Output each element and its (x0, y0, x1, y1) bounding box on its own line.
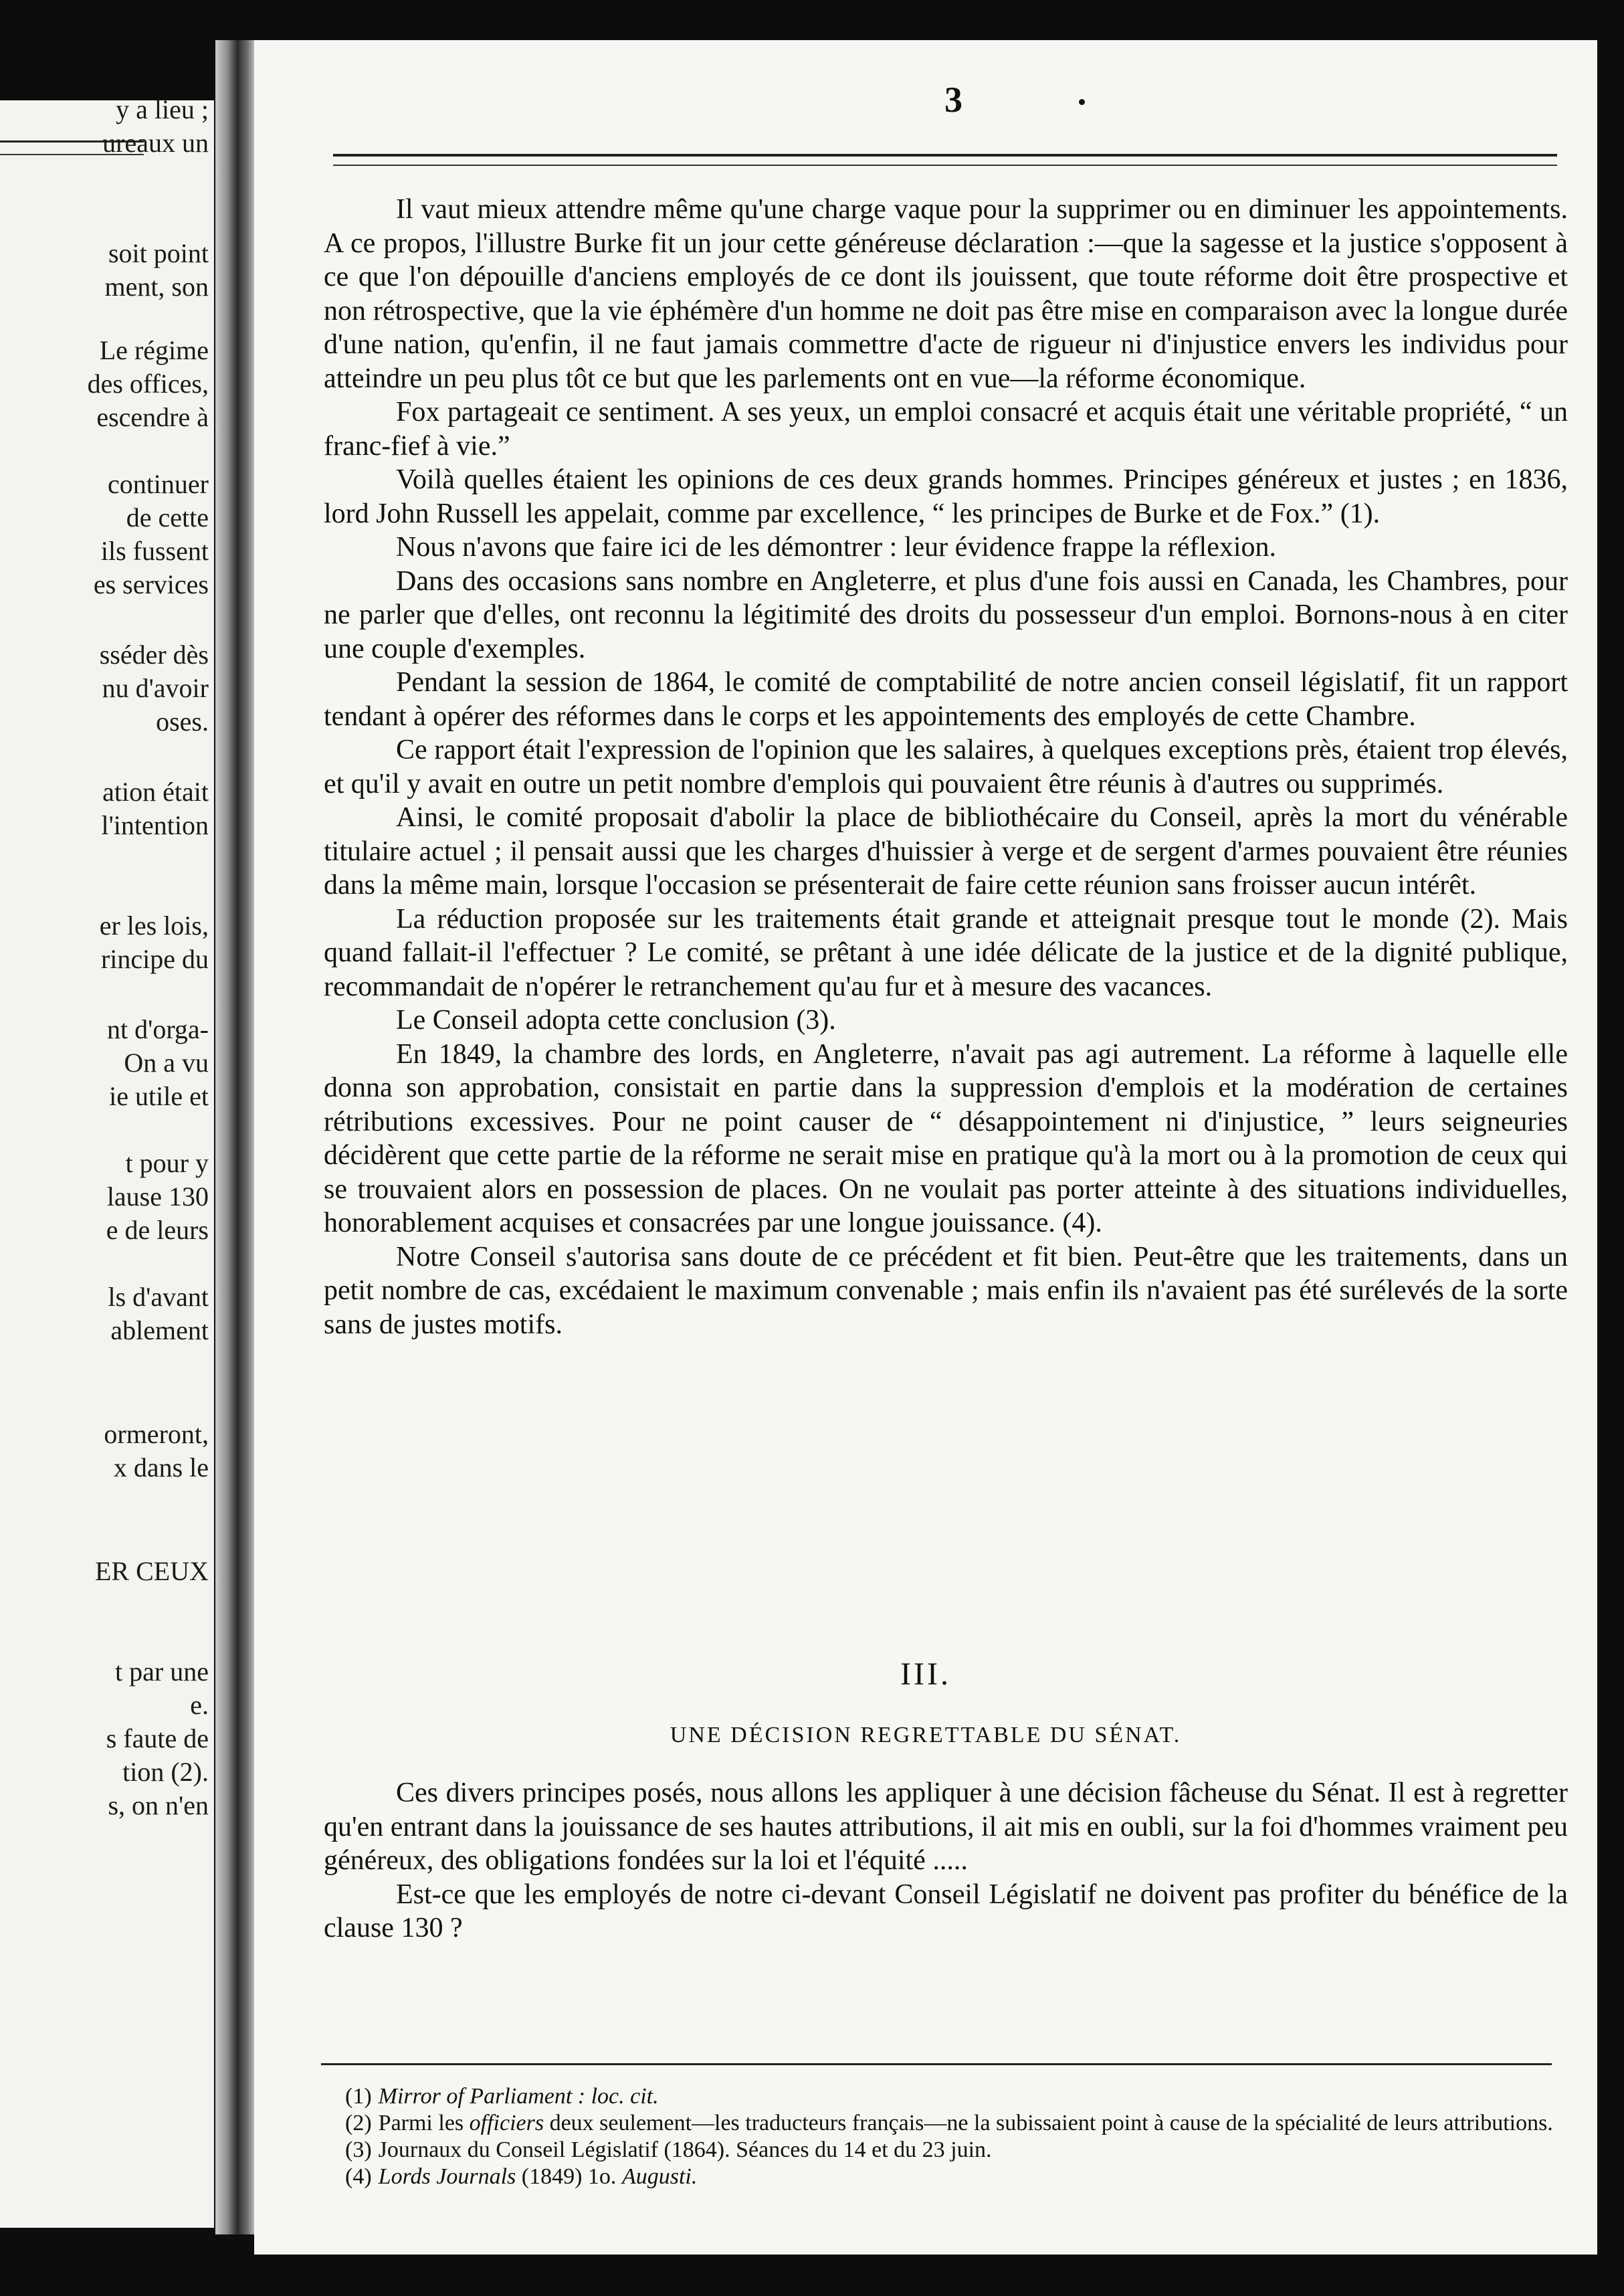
paragraph: Nous n'avons que faire ici de les démontrer : leur évidence frappe la réflexion. (396, 532, 1277, 563)
paragraph: Ces divers principes posés, nous allons les appliquer à une décision fâcheuse du Sénat. Il est à regretter qu'en entrant dans la jouissance de ses hautes attributions, il ait mis en oubli, sur la foi d'hommes vraiment peu généreux, des obligations fondées sur la loi et l'équité ..... (324, 1778, 1568, 1876)
footnote-1: (1) Mirror of Parliament : loc. cit. (345, 2084, 659, 2109)
paragraph: Il vaut mieux attendre même qu'une charge vaque pour la supprimer ou en diminuer les appointements. A ce propos, l'illustre Burke fit un jour cette généreuse déclaration :—que la sagesse et la justice s'opposent à ce que l'on dépouille d'anciens employés de ce dont ils jouissent, que toute réforme doit être prospective et non rétrospective, que la vie éphémère d'un homme ne doit pas être mise en comparaison avec la longue durée d'une nation, qu'enfin, il ne faut jamais commettre d'acte de rigueur ni d'injustice envers les individus pour atteindre un peu plus tôt ce but que les parlements ont en vue—la réforme économique. (324, 194, 1568, 394)
left-page-line: ormeront, (104, 1419, 209, 1449)
left-page-line: tion (2). (122, 1757, 209, 1787)
left-page-line: es services (93, 569, 209, 599)
header-rule (333, 154, 1557, 157)
left-page-line: nt d'orga- (107, 1014, 209, 1044)
left-page-line: des offices, (87, 369, 209, 399)
left-page-line: t par une (115, 1656, 209, 1687)
left-page-line: ls d'avant (108, 1282, 209, 1312)
section-body (324, 193, 1568, 1341)
left-page-line: ER CEUX (95, 1556, 209, 1586)
left-page-line: s faute de (106, 1723, 209, 1753)
left-page-line: oses. (156, 706, 209, 737)
left-page-line: y a lieu ; (116, 100, 209, 124)
footnote-4: (4) Lords Journals (1849) 1o. Augusti. (345, 2164, 698, 2189)
left-page-line: ablement (110, 1315, 209, 1345)
paragraph: En 1849, la chambre des lords, en Angleterre, n'avait pas agi autrement. La réforme à laquelle elle donna son approbation, consistait en partie dans la suppression d'emplois et la modération de certaines rétributions excessives. Pour ne point causer de “ désappointement ni d'injustice, ” leurs seigneuries décidèrent que cette partie de la réforme ne serait mise en pratique qu'à la mort ou à la promotion de ceux qui se trouvaient alors en possession de places. On ne voulait pas porter atteinte à des situations individuelles, honorablement acquises et consacrées par une longue jouissance. (4). (324, 1038, 1568, 1238)
right-page (254, 40, 1597, 2255)
left-page-line: escendre à (96, 402, 209, 432)
paragraph: Ainsi, le comité proposait d'abolir la place de bibliothécaire du Conseil, après la mort du vénérable titulaire actuel ; il pensait aussi que les charges d'huissier à verge et de sergent d'armes pouvaient être réunies dans la même main, lorsque l'occasion se présenterait de faire cette réunion sans froisser aucun intérêt. (324, 802, 1568, 900)
left-page-line: l'intention (101, 810, 209, 840)
left-page-line: ureaux un (102, 128, 209, 158)
left-page-line: lause 130 (106, 1181, 209, 1212)
left-page-line: de cette (126, 502, 209, 533)
paragraph: Voilà quelles étaient les opinions de ces deux grands hommes. Principes généreux et justes ; en 1836, lord John Russell les appelait, comme par excellence, “ les principes de Burke et de Fox.” (1). (324, 464, 1568, 529)
paragraph: Ce rapport était l'expression de l'opinion que les salaires, à quelques exceptions près, étaient trop élevés, et qu'il y avait en outre un petit nombre d'emplois qui pouvaient être réunis à d'autres ou supprimés. (324, 735, 1568, 799)
left-page-line: e. (190, 1690, 209, 1720)
left-page-line: x dans le (113, 1452, 209, 1482)
left-page-line: sséder dès (99, 640, 209, 670)
left-page-line: nu d'avoir (102, 673, 209, 703)
left-page-line: ie utile et (109, 1081, 209, 1111)
left-page-line: soit point (108, 238, 209, 268)
footnotes (318, 2083, 1569, 2190)
paragraph: Le Conseil adopta cette conclusion (3). (396, 1005, 836, 1036)
left-page-line: ment, son (104, 272, 209, 302)
left-page-line: e de leurs (106, 1215, 209, 1245)
paragraph: Fox partageait ce sentiment. A ses yeux, un emploi consacré et acquis était une véritable propriété, “ un franc-fief à vie.” (324, 397, 1568, 462)
footnote-3: (3) Journaux du Conseil Législatif (1864). Séances du 14 et du 23 juin. (345, 2137, 992, 2162)
left-page-line: Le régime (99, 335, 209, 365)
paragraph: Notre Conseil s'autorisa sans doute de ce précédent et fit bien. Peut-être que les traitements, dans un petit nombre de cas, excédaient le maximum convenable ; mais enfin ils n'avaient pas été surélevés de la sorte sans de justes motifs. (324, 1241, 1568, 1340)
ink-speck (1079, 99, 1085, 105)
footnote-2: (2) Parmi les officiers deux seulement—les traducteurs français—ne la subissaient point à cause de la spécialité de leurs attributions. (345, 2111, 1553, 2135)
paragraph: La réduction proposée sur les traitements était grande et atteignait presque tout le monde (2). Mais quand fallait-il l'effectuer ? Le comité, se prêtant à une idée délicate de la justice et de la dignité publique, recommandait de n'opérer le retranchement qu'au fur et à mesure des vacances. (324, 903, 1568, 1002)
left-page-line: er les lois, (99, 911, 209, 941)
section-number: III. (900, 1656, 951, 1692)
page-number: 3 (944, 80, 962, 120)
footnote-rule (321, 2063, 1552, 2065)
left-facing-page (0, 100, 214, 2228)
book-gutter (215, 40, 256, 2234)
section-title: UNE DÉCISION REGRETTABLE DU SÉNAT. (670, 1723, 1182, 1747)
left-page-line: t pour y (125, 1148, 209, 1178)
header-rule (333, 165, 1557, 166)
left-page-line: On a vu (124, 1048, 209, 1078)
paragraph: Pendant la session de 1864, le comité de comptabilité de notre ancien conseil législatif, fit un rapport tendant à opérer des réformes dans le corps et les appointements des employés de cette Chambre. (324, 667, 1568, 732)
left-page-line: continuer (107, 469, 209, 499)
paragraph: Est-ce que les employés de notre ci-devant Conseil Législatif ne doivent pas profiter du bénéfice de la clause 130 ? (324, 1879, 1568, 1943)
left-page-line: ation était (102, 777, 209, 807)
left-page-line: ils fussent (100, 536, 209, 566)
paragraph: Dans des occasions sans nombre en Angleterre, et plus d'une fois aussi en Canada, les Chambres, pour ne parler que d'elles, ont reconnu la légitimité des droits du possesseur d'un emploi. Bornons-nous à en citer une couple d'exemples. (324, 565, 1568, 664)
section-body (324, 1776, 1568, 1945)
left-page-line: rincipe du (100, 944, 209, 974)
left-page-line: s, on n'en (108, 1790, 209, 1820)
